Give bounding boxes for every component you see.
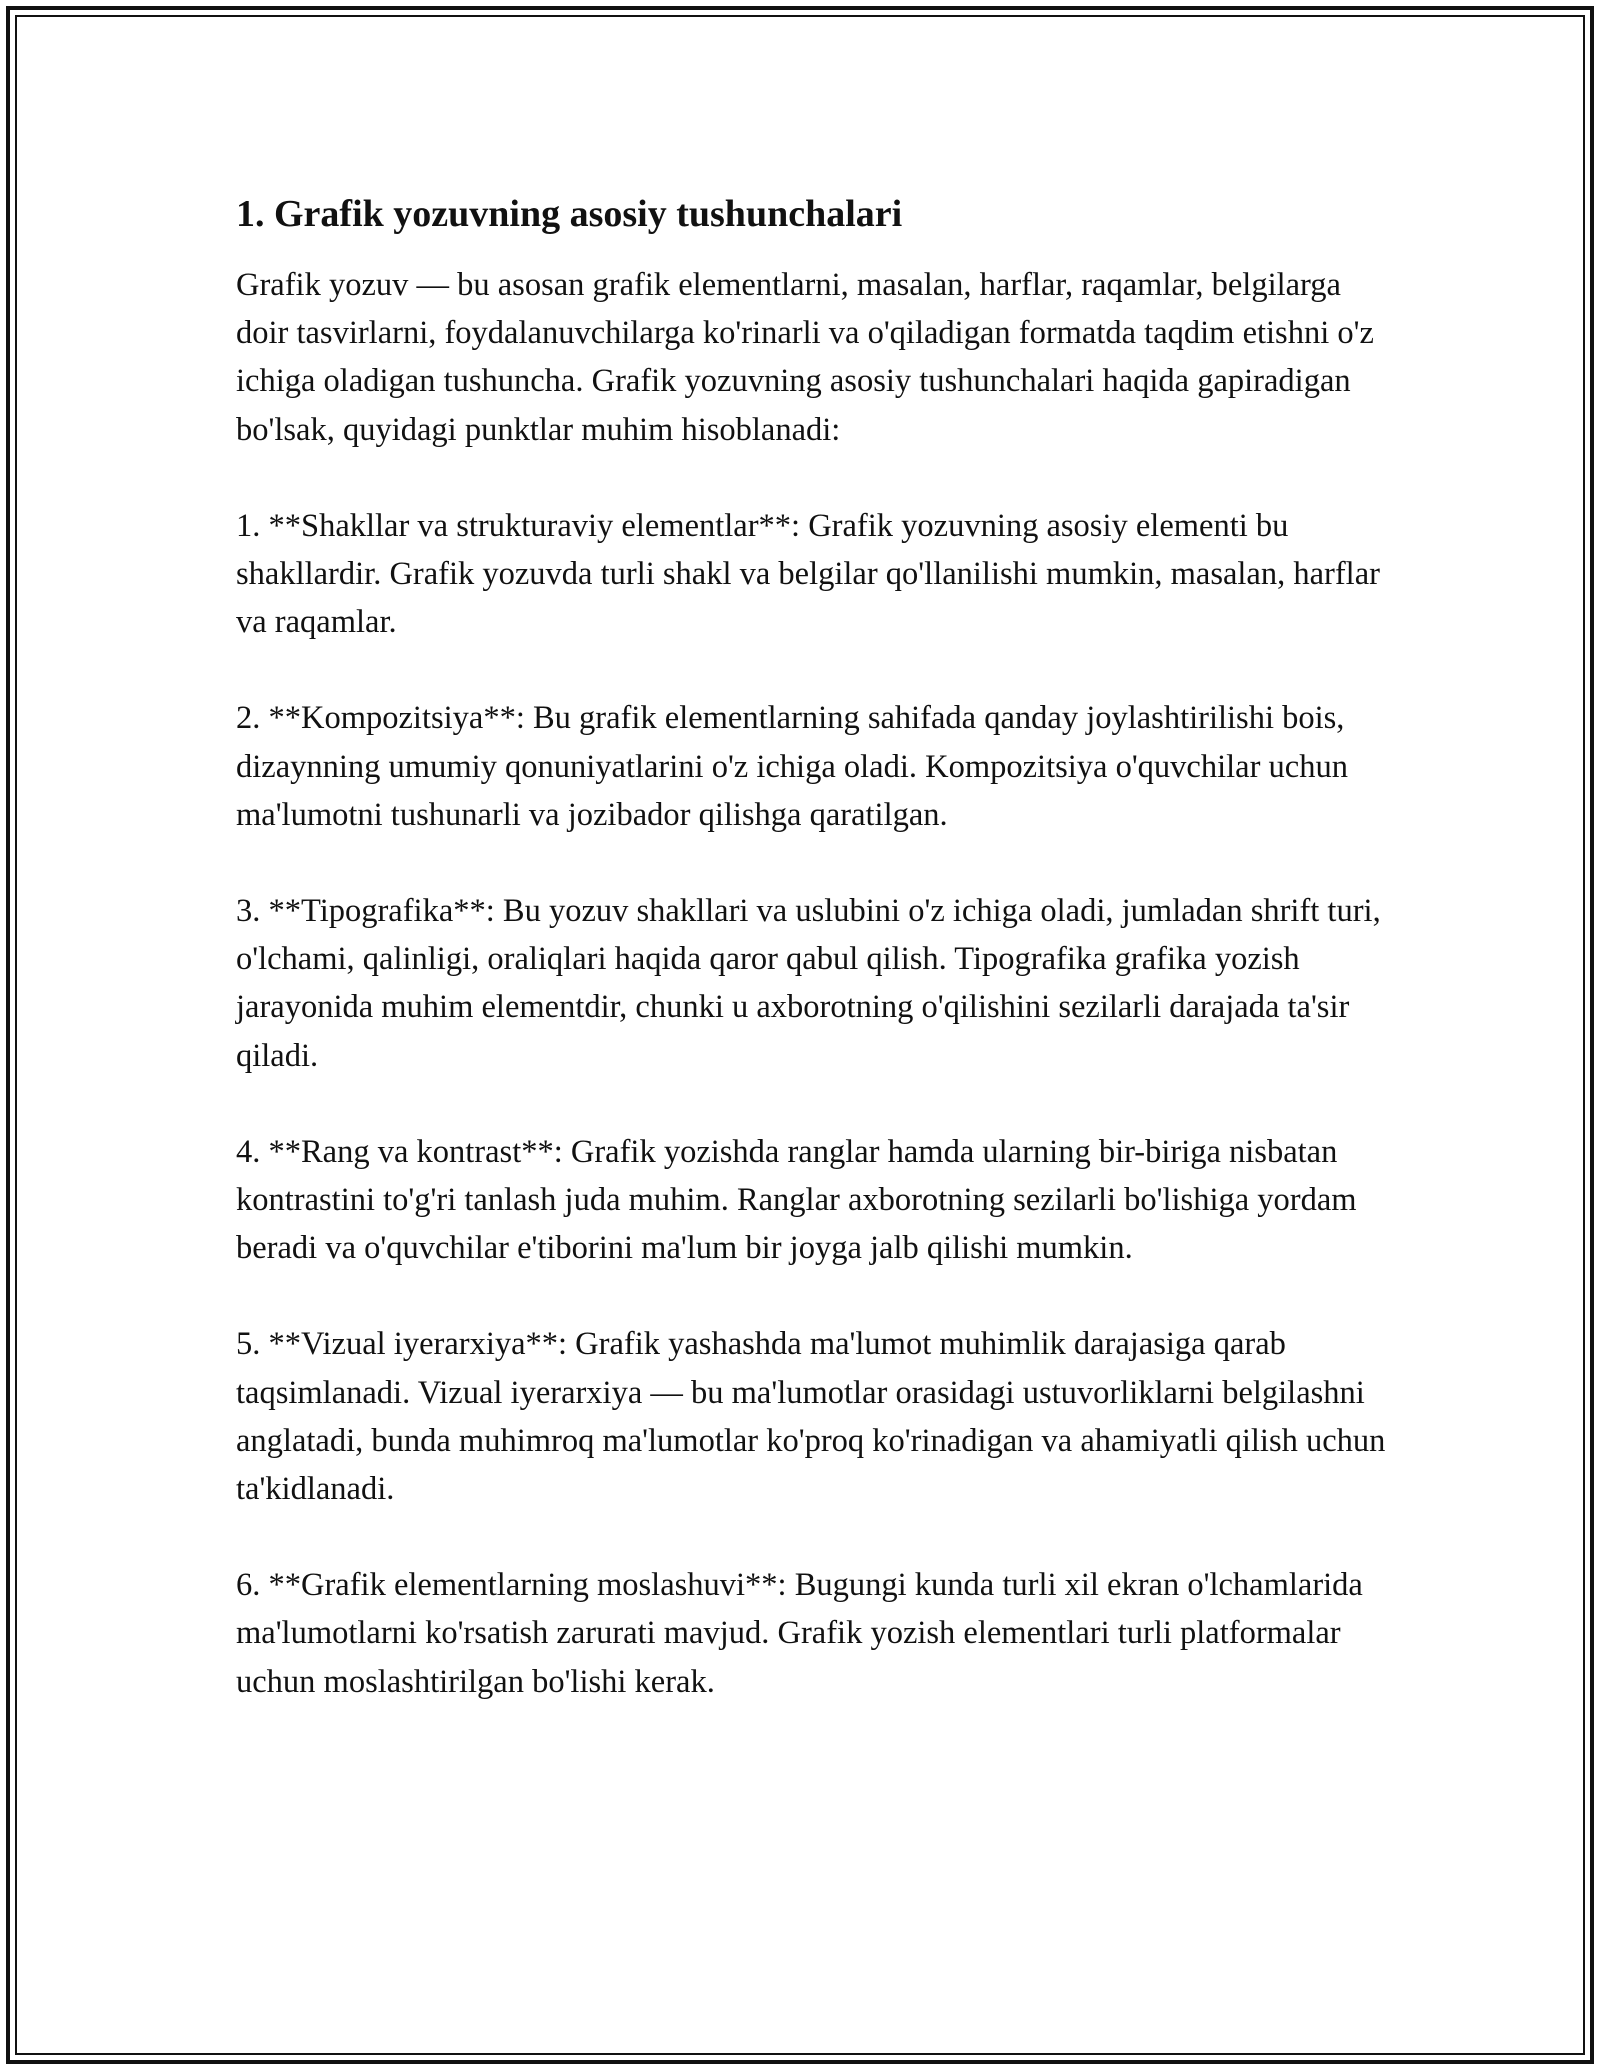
point-paragraph-1: 1. **Shakllar va strukturaviy elementlar**: Grafik yozuvning asosiy elementi bu shakllardir. Grafik yozuvda turli shakl va belgilar qo'llanilishi mumkin, masalan, harflar va raqamlar. [236,507,1380,641]
point-paragraph-3: 3. **Tipografika**: Bu yozuv shakllari va uslubini o'z ichiga oladi, jumladan shrift turi, o'lchami, qalinligi, oraliqlari haqida qaror qabul qilish. Tipografika grafika yozish jarayonida muhim elementdir, chunki u axborotning o'qilishini sezilarli darajada ta'sir qiladi. [236,893,1381,1074]
point-paragraph-6: 6. **Grafik elementlarning moslashuvi**: Bugungi kunda turli xil ekran o'lchamlarida ma'lumotlarni ko'rsatish zarurati mavjud. Grafik yozish elementlari turli platformalar uchun moslashtirilgan bo'lishi kerak. [236,1567,1363,1700]
document-body [236,186,1386,1706]
point-paragraph-5: 5. **Vizual iyerarxiya**: Grafik yashashda ma'lumot muhimlik darajasiga qarab taqsimlanadi. Vizual iyerarxiya — bu ma'lumotlar orasidagi ustuvorliklarni belgilashni anglatadi, bunda muhimroq ma'lumotlar ko'proq ko'rinadigan va ahamiyatli qilish uchun ta'kidlanadi. [236,1326,1386,1508]
page-title: 1. Grafik yozuvning asosiy tushunchalari [236,193,903,235]
point-paragraph-2: 2. **Kompozitsiya**: Bu grafik elementlarning sahifada qanday joylashtirilishi bois, dizaynning umumiy qonuniyatlarini o'z ichiga oladi. Kompozitsiya o'quvchilar uchun ma'lumotni tushunarli va jozibador qilishga qaratilgan. [236,700,1348,833]
intro-paragraph: Grafik yozuv — bu asosan grafik elementlarni, masalan, harflar, raqamlar, belgilarga doir tasvirlarni, foydalanuvchilarga ko'rinarli va o'qiladigan formatda taqdim etishni o'z ichiga oladigan tushuncha. Grafik yozuvning asosiy tushunchalari haqida gapiradigan bo'lsak, quyidagi punktlar muhim hisoblanadi: [236,267,1374,448]
point-paragraph-4: 4. **Rang va kontrast**: Grafik yozishda ranglar hamda ularning bir-biriga nisbatan kontrastini to'g'ri tanlash juda muhim. Ranglar axborotning sezilarli bo'lishiga yordam beradi va o'quvchilar e'tiborini ma'lum bir joyga jalb qilishi mumkin. [236,1133,1357,1267]
